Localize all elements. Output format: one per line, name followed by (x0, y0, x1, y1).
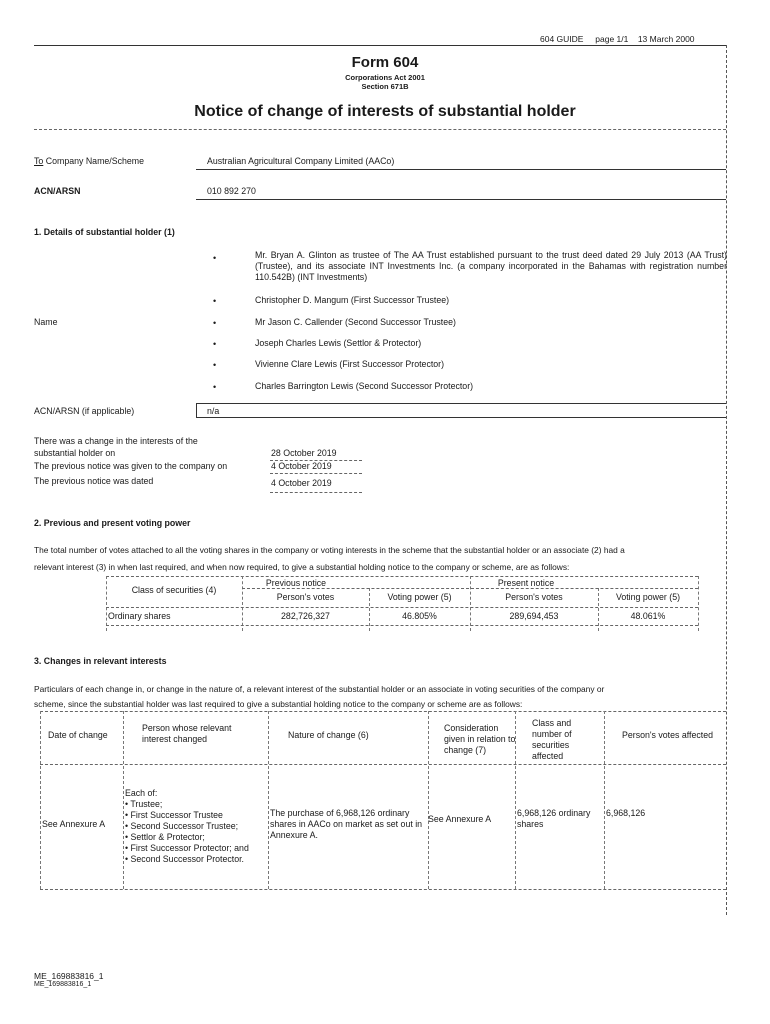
section3-intro-1: Particulars of each change in, or change in the nature of, a relevant interest of the substantial holder or an associate in voting securities of the company or (34, 684, 605, 694)
prev-given-label: The previous notice was given to the company on (34, 461, 228, 471)
table-rule (106, 625, 698, 626)
row-votes: 6,968,126 (606, 808, 646, 818)
header-guide (540, 34, 695, 44)
section2-intro-2: relevant interest (3) in when last required, and when now required, to give a substantial holding notice to the company or scheme, are as follows: (34, 562, 570, 572)
row-consideration: See Annexure A (428, 814, 492, 824)
holder-item: Charles Barrington Lewis (Second Successor Protector) (255, 381, 474, 391)
person-item: • Second Successor Protector. (125, 854, 244, 864)
table-line (40, 711, 41, 889)
col-present: Present notice (497, 578, 555, 588)
company-name: Australian Agricultural Company Limited (AACo) (207, 156, 395, 166)
to-underline: To (34, 156, 44, 166)
company-to-label (34, 156, 144, 167)
guide-label: 604 GUIDE (540, 34, 584, 44)
table-rule (40, 889, 726, 890)
section1-title: 1. Details of substantial holder (1) (34, 227, 175, 237)
prev-dated-date: 4 October 2019 (271, 478, 332, 488)
hdr-date: Date of change (48, 730, 108, 740)
col-prev-votes: Person's votes (276, 592, 335, 602)
col-previous: Previous notice (265, 578, 327, 588)
row-prev-votes: 282,726,327 (281, 611, 330, 621)
right-margin-line (726, 45, 727, 915)
acn-label: ACN/ARSN (34, 186, 81, 196)
table-rule (106, 576, 698, 577)
holder-item: Vivienne Clare Lewis (First Successor Protector) (255, 359, 445, 369)
form-act: Corporations Act 2001 (345, 73, 425, 82)
holder-item: Mr. Bryan A. Glinton as trustee of The AA Trust established pursuant to the trust deed dated 29 July 2013 (AA Trust) (Trustee), and its associate INT Investments Inc. (a company incorporated in the Bahamas with registration number 110.542B) (INT Investments) (255, 250, 727, 282)
table-line (604, 711, 605, 889)
row-nature: The purchase of 6,968,126 ordinary shares in AACo on market as set out in Annexure A. (270, 808, 423, 840)
holder-item: Christopher D. Mangum (First Successor Trustee) (255, 295, 450, 305)
col-class: Class of securities (4) (131, 585, 217, 595)
header-rule (34, 45, 726, 46)
holder-item: Mr Jason C. Callender (Second Successor Trustee) (255, 317, 456, 327)
row-pres-power: 48.061% (630, 611, 666, 621)
bullet: • (213, 318, 217, 328)
row-class: Ordinary shares (108, 611, 171, 621)
person-item: • Trustee; (125, 799, 163, 809)
form-title: Form 604 (351, 54, 419, 71)
acn-applicable-rule (196, 417, 726, 418)
holder-item: Joseph Charles Lewis (Settlor & Protector) (255, 338, 422, 348)
form-section: Section 671B (361, 82, 409, 91)
section2-intro-1: The total number of votes attached to all the voting shares in the company or voting interests in the scheme that the substantial holder or an associate (2) had a (34, 545, 625, 555)
person-item: • First Successor Trustee (125, 810, 223, 820)
section3-title: 3. Changes in relevant interests (34, 656, 167, 666)
hdr-class: Class and number of securities affected (532, 718, 572, 761)
table-rule (40, 711, 726, 712)
form-heading: Notice of change of interests of substantial holder (194, 103, 576, 120)
col-pres-power: Voting power (5) (615, 592, 681, 602)
table-rule (106, 607, 698, 608)
change-label-1: There was a change in the interests of the (34, 436, 198, 446)
row-person-intro: Each of: (125, 788, 158, 798)
hdr-nature: Nature of change (6) (288, 730, 369, 740)
acn-rule (196, 199, 726, 200)
date-label: 13 March 2000 (637, 34, 695, 44)
prev-given-rule (270, 473, 362, 474)
bullet: • (213, 339, 217, 349)
bullet: • (213, 382, 217, 392)
section3-intro-2: scheme, since the substantial holder was last required to give a substantial holding notice to the company or scheme are as follows: (34, 699, 523, 709)
row-pres-votes: 289,694,453 (509, 611, 559, 621)
hdr-consideration: Consideration given in relation to change (7) (444, 723, 516, 755)
acn-applicable-value: n/a (207, 406, 220, 416)
table-line (268, 711, 269, 889)
row-class: 6,968,126 ordinary shares (517, 808, 591, 829)
table-line (428, 711, 429, 889)
acn-value: 010 892 270 (207, 186, 256, 196)
heading-rule (34, 129, 726, 130)
change-label-2: substantial holder on (34, 448, 116, 458)
hdr-person: Person whose relevant interest changed (142, 723, 232, 744)
person-item: • Second Successor Trustee; (125, 821, 239, 831)
bullet: • (213, 253, 217, 263)
name-label: Name (34, 317, 58, 327)
footer-ref-1: ME_169883816_1 (34, 971, 104, 981)
section2-title: 2. Previous and present voting power (34, 518, 191, 528)
prev-dated-label: The previous notice was dated (34, 476, 154, 486)
holders-rule (196, 403, 726, 404)
prev-dated-rule (270, 492, 362, 493)
table-line (123, 711, 124, 889)
prev-given-date: 4 October 2019 (271, 461, 332, 471)
table-line (698, 576, 699, 631)
row-persons (125, 799, 267, 865)
person-item: • Settlor & Protector; (125, 832, 205, 842)
footer-ref-2: ME_169883816_1 (34, 981, 92, 988)
col-prev-power: Voting power (5) (387, 592, 452, 602)
to-rest: Company Name/Scheme (43, 156, 145, 166)
table-rule (40, 764, 726, 765)
person-item: • First Successor Protector; and (125, 843, 249, 853)
bullet: • (213, 360, 217, 370)
bullet: • (213, 296, 217, 306)
company-rule (196, 169, 726, 170)
row-prev-power: 46.805% (402, 611, 437, 621)
acn-applicable-label: ACN/ARSN (if applicable) (34, 406, 135, 416)
row-date: See Annexure A (42, 819, 106, 829)
col-pres-votes: Person's votes (505, 592, 563, 602)
acn-box-left (196, 403, 197, 417)
change-date: 28 October 2019 (271, 448, 337, 458)
hdr-votes: Person's votes affected (622, 730, 714, 740)
page-label: page 1/1 (595, 34, 629, 44)
